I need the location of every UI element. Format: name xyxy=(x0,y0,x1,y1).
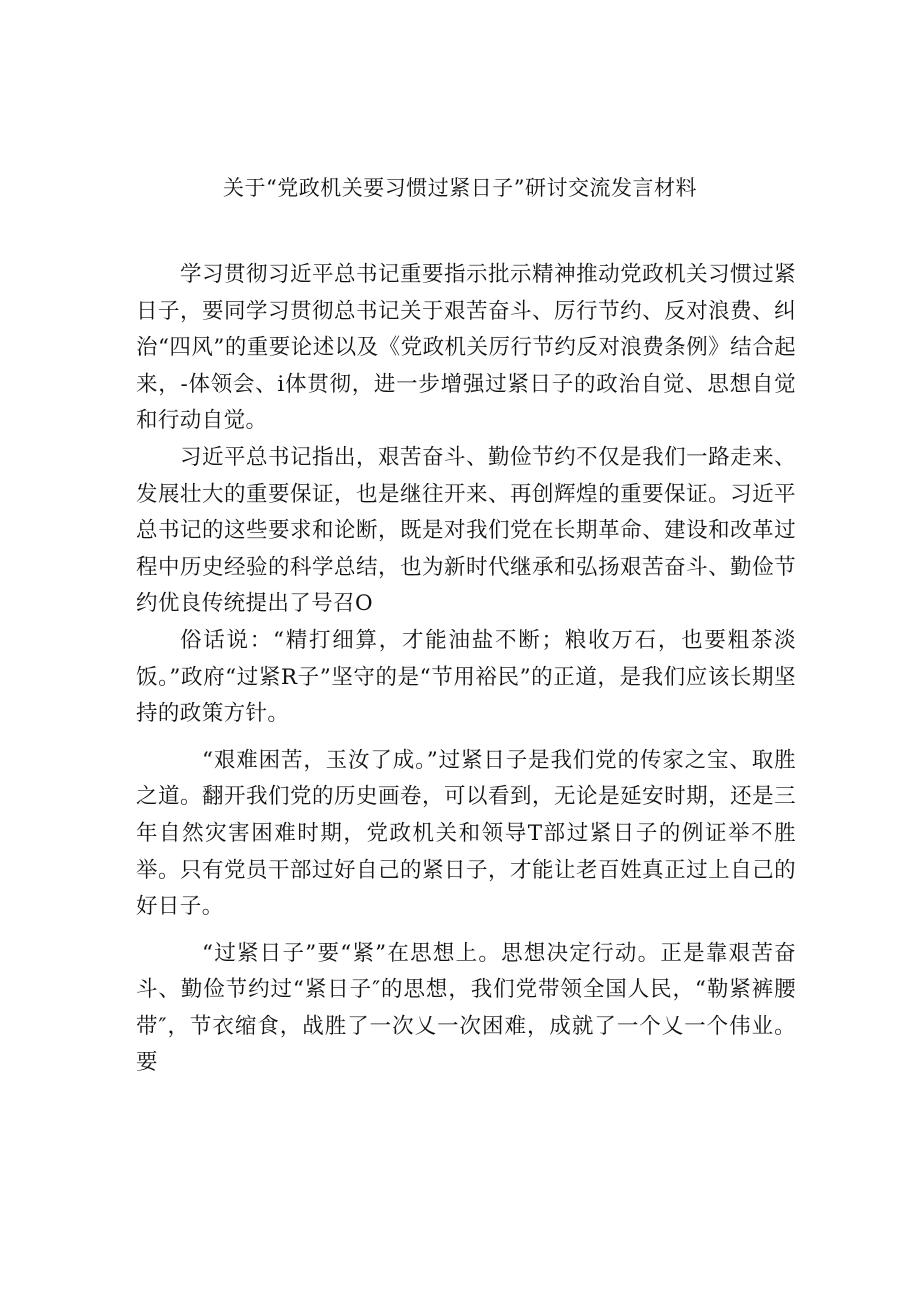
paragraph-1: 学习贯彻习近平总书记重要指示批示精神推动党政机关习惯过紧日子，要同学习贯彻总书记关于艰苦奋斗、厉行节约、反对浪费、纠治“四风”的重要论述以及《党政机关厉行节约反对浪费条例》结合起来，-体领会、i体贯彻，进一步增强过紧日子的政治自觉、思想自觉和行动自觉。 xyxy=(136,262,796,434)
document-body xyxy=(136,257,796,1082)
paragraph-4: “艰难困苦，玉汝了成。”过紧日子是我们党的传家之宝、取胜之道。翻开我们党的历史画卷，可以看到，无论是延安时期，还是三年自然灾害困难时期，党政机关和领导T部过紧日子的例证举不胜举。只有党员干部过好自己的紧日子，才能让老百姓真正过上自己的好日子。 xyxy=(136,747,796,920)
document-title: 关于“党政机关要习惯过紧日子”研讨交流发言材料 xyxy=(223,176,697,200)
paragraph-2: 习近平总书记指出，艰苦奋斗、勤俭节约不仅是我们一路走来、发展壮大的重要保证，也是继往开来、再创辉煌的重要保证。习近平总书记的这些要求和论断，既是对我们党在长期革命、建设和改革过程中历史经验的科学总结，也为新时代继承和弘扬艰苦奋斗、勤俭节约优良传统提出了号召O xyxy=(136,444,796,617)
paragraph-5: “过紧日子”要“紧”在思想上。思想决定行动。正是靠艰苦奋斗、勤俭节约过“紧日子″的思想，我们党带领全国人民，“勒紧裤腰带″，节衣缩食，战胜了一次乂一次困难，成就了一个乂一个伟业。要 xyxy=(136,940,796,1076)
paragraph-3: 俗话说：“精打细算，才能油盐不断；粮收万石，也要粗茶淡饭。”政府“过紧R子”坚守的是“节用裕民”的正道，是我们应该长期坚持的政策方针。 xyxy=(136,627,796,727)
